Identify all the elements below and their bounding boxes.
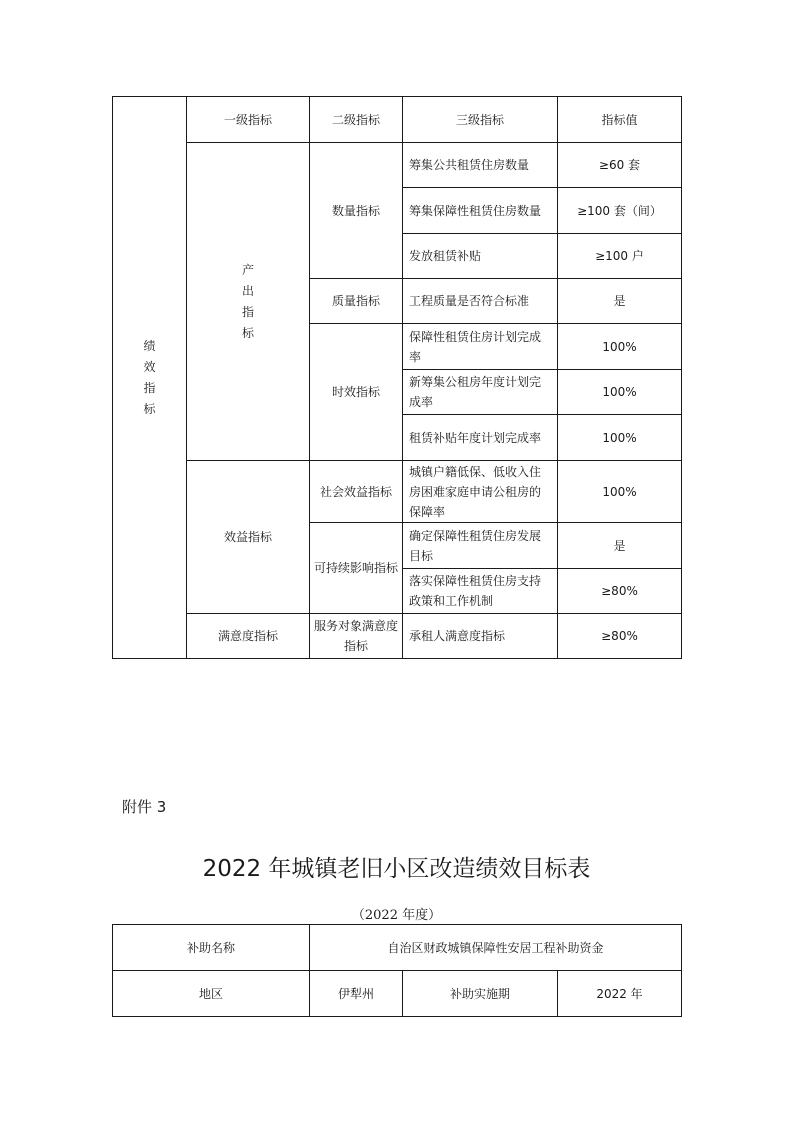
quantity-label: 数量指标 xyxy=(310,143,403,279)
indicator-name: 承租人满意度指标 xyxy=(403,614,558,659)
indicator-value: ≥100 套（间） xyxy=(558,188,682,234)
header-level2: 二级指标 xyxy=(310,97,403,143)
benefit-label: 效益指标 xyxy=(187,461,310,614)
indicator-value: 100% xyxy=(558,370,682,415)
indicator-name: 筹集公共租赁住房数量 xyxy=(403,143,558,188)
indicator-name: 工程质量是否符合标准 xyxy=(403,279,558,324)
period-label: 补助实施期 xyxy=(403,971,558,1017)
subsidy-table xyxy=(112,924,682,1017)
attachment-label: 附件 3 xyxy=(122,798,167,816)
indicator-name: 租赁补贴年度计划完成率 xyxy=(403,415,558,461)
social-label: 社会效益指标 xyxy=(310,461,403,523)
indicator-name: 保障性租赁住房计划完成率 xyxy=(403,324,558,370)
subsidy-name-label: 补助名称 xyxy=(113,925,310,971)
indicator-value: 100% xyxy=(558,415,682,461)
header-level1: 一级指标 xyxy=(187,97,310,143)
indicator-value: ≥60 套 xyxy=(558,143,682,188)
indicator-name: 城镇户籍低保、低收入住房困难家庭申请公租房的保障率 xyxy=(403,461,558,523)
indicator-value: ≥100 户 xyxy=(558,234,682,279)
timeliness-label: 时效指标 xyxy=(310,324,403,461)
indicator-name: 落实保障性租赁住房支持政策和工作机制 xyxy=(403,569,558,614)
indicator-value: 100% xyxy=(558,461,682,523)
page-title: 2022 年城镇老旧小区改造绩效目标表 xyxy=(202,856,591,882)
indicator-value: 100% xyxy=(558,324,682,370)
region-label: 地区 xyxy=(113,971,310,1017)
output-label: 产出指标 xyxy=(241,262,254,340)
quality-label: 质量指标 xyxy=(310,279,403,324)
year-label: （2022 年度） xyxy=(351,908,442,923)
period-value: 2022 年 xyxy=(558,971,682,1017)
indicator-value: 是 xyxy=(558,279,682,324)
subsidy-name-value: 自治区财政城镇保障性安居工程补助资金 xyxy=(310,925,682,971)
outer-label-cell xyxy=(113,97,187,659)
header-value: 指标值 xyxy=(558,97,682,143)
indicator-name: 确定保障性租赁住房发展目标 xyxy=(403,523,558,569)
indicator-name: 新筹集公租房年度计划完成率 xyxy=(403,370,558,415)
indicator-value: ≥80% xyxy=(558,614,682,659)
performance-table xyxy=(112,96,682,659)
header-level3: 三级指标 xyxy=(403,97,558,143)
region-value: 伊犁州 xyxy=(310,971,403,1017)
sustain-label: 可持续影响指标 xyxy=(310,523,403,614)
output-label-cell xyxy=(187,143,310,461)
indicator-value: ≥80% xyxy=(558,569,682,614)
indicator-name: 筹集保障性租赁住房数量 xyxy=(403,188,558,234)
satisfaction-label: 满意度指标 xyxy=(187,614,310,659)
satisfaction-sub-label: 服务对象满意度指标 xyxy=(310,614,403,659)
outer-label: 绩效指标 xyxy=(143,338,156,416)
indicator-value: 是 xyxy=(558,523,682,569)
indicator-name: 发放租赁补贴 xyxy=(403,234,558,279)
